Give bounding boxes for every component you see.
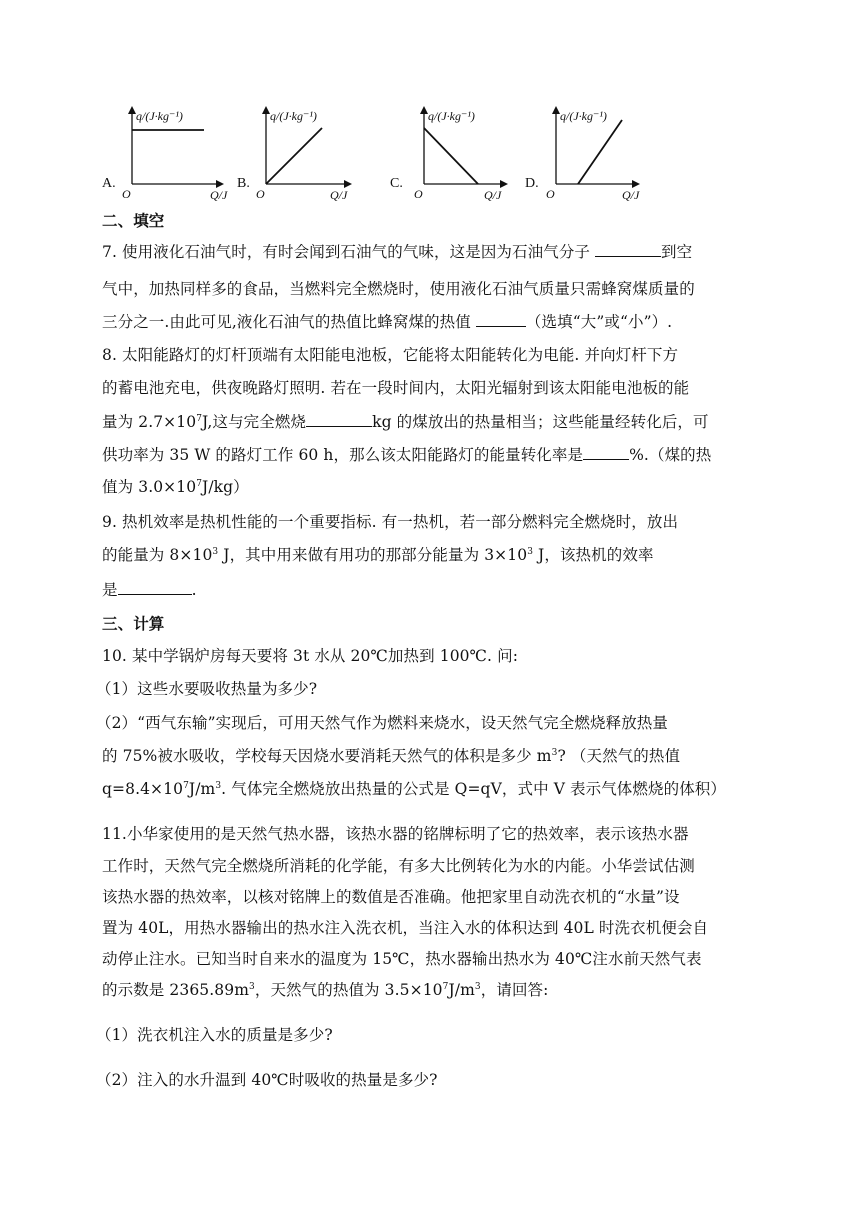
graph-c-x-label: Q/J — [484, 188, 502, 202]
option-d-label: D. — [525, 176, 539, 191]
graph-d-x-label: Q/J — [622, 188, 640, 202]
graph-b-x-label: Q/J — [330, 188, 348, 202]
graph-a-origin: O — [122, 187, 131, 201]
graph-option-c — [410, 100, 540, 200]
q7-blank-2[interactable] — [476, 311, 526, 327]
graph-d-y-label: q/(J·kg⁻¹) — [560, 109, 607, 123]
q8-line-2: 的蓄电池充电，供夜晚路灯照明. 若在一段时间内，太阳光辐射到该太阳能电池板的能 — [102, 379, 690, 397]
q11-line-4: 置为 40L，用热水器输出的热水注入洗衣机，当注入水的体积达到 40L 时洗衣机便会自 — [102, 919, 709, 937]
q9-blank-1[interactable] — [118, 579, 192, 595]
graph-a-y-label: q/(J·kg⁻¹) — [136, 109, 183, 123]
q8-line-3: 量为 $2.7\times 10^7J$,这与完全燃烧 kg 的煤放出的热量相当；这些能量经转化后，可 — [102, 413, 709, 431]
q11-line-1: 11.小华家使用的是天然气热水器，该热水器的铭牌标明了它的热效率，表示该热水器 — [102, 825, 689, 843]
graph-option-d — [542, 100, 672, 200]
q7-line-2: 气中，加热同样多的食品，当燃料完全燃烧时，使用液化石油气质量只需蜂窝煤质量的 — [102, 280, 695, 298]
graph-c-origin: O — [414, 187, 423, 201]
q9-line-2: 的能量为 $8\times 10^3$ J，其中用来做有用功的那部分能量为 $3\times 10^3$ J，该热机的效率 — [102, 546, 654, 564]
option-c-label: C. — [390, 176, 403, 191]
graph-b-y-label: q/(J·kg⁻¹) — [270, 109, 317, 123]
q7-line-1: 7. 使用液化石油气时，有时会闻到石油气的气味，这是因为石油气分子 到空 — [102, 243, 693, 261]
q11-line-5: 动停止注水。已知当时自来水的温度为 15℃，热水器输出热水为 40℃注水前天然气表 — [102, 950, 702, 968]
graph-option-a — [118, 100, 248, 200]
q9-line-1: 9. 热机效率是热机性能的一个重要指标. 有一热机，若一部分燃料完全燃烧时，放出 — [102, 513, 679, 531]
q10-line-2: （1）这些水要吸收热量为多少? — [96, 680, 318, 698]
q8-line-4: 供功率为 35 W 的路灯工作 60 h，那么该太阳能路灯的能量转化率是 %.（煤的热 — [102, 446, 712, 464]
q8-line-5: 值为 $3.0\times 10^7J/kg$） — [102, 478, 249, 496]
q11-line-2: 工作时，天然气完全燃烧所消耗的化学能，有多大比例转化为水的内能。小华尝试估测 — [102, 857, 695, 875]
graph-b-line — [266, 128, 322, 184]
graph-a-x-label: Q/J — [210, 188, 228, 202]
q9-line-3: 是 . — [102, 581, 197, 599]
graph-c-y-label: q/(J·kg⁻¹) — [428, 109, 475, 123]
option-a-label: A. — [102, 176, 116, 191]
q10-line-5: $q=8.4\times 10^7J/m^3$. 气体完全燃烧放出热量的公式是 Q=qV，式中 V 表示气体燃烧的体积） — [102, 780, 727, 798]
graph-d-line — [578, 120, 622, 184]
q11-line-3: 该热水器的热效率，以核对铭牌上的数值是否准确。他把家里自动洗衣机的“水量”设 — [102, 888, 680, 906]
q10-line-1: 10. 某中学锅炉房每天要将 3t 水从 20℃加热到 100℃. 问: — [102, 647, 519, 665]
q10-line-4: 的 75%被水吸收，学校每天因烧水要消耗天然气的体积是多少 $m^3$? （天然气的热值 — [102, 747, 681, 765]
q11-line-7: （1）洗衣机注入水的质量是多少? — [96, 1026, 333, 1044]
option-b-label: B. — [237, 176, 250, 191]
q8-blank-2[interactable] — [583, 444, 629, 460]
graph-option-b — [252, 100, 382, 200]
q8-blank-1[interactable] — [306, 411, 372, 427]
graph-c-line — [424, 128, 478, 184]
graph-d-origin: O — [546, 187, 555, 201]
q11-line-8: （2）注入的水升温到 40℃时吸收的热量是多少? — [96, 1071, 438, 1089]
q7-line-3: 三分之一.由此可见,液化石油气的热值比蜂窝煤的热值 （选填“大”或“小”）. — [102, 313, 673, 331]
q10-line-3: （2）“西气东输”实现后，可用天然气作为燃料来烧水，设天然气完全燃烧释放热量 — [96, 714, 669, 732]
q8-line-1: 8. 太阳能路灯的灯杆顶端有太阳能电池板，它能将太阳能转化为电能. 并向灯杆下方 — [102, 346, 679, 364]
q11-line-6: 的示数是 $2365.89m^3$，天然气的热值为 $3.5\times 10^7J/m^3$，请回答: — [102, 981, 549, 999]
section-heading-calc: 三、计算 — [102, 615, 165, 633]
section-heading-fill-in: 二、填空 — [102, 212, 165, 230]
q7-blank-1[interactable] — [595, 241, 661, 257]
graph-b-origin: O — [256, 187, 265, 201]
